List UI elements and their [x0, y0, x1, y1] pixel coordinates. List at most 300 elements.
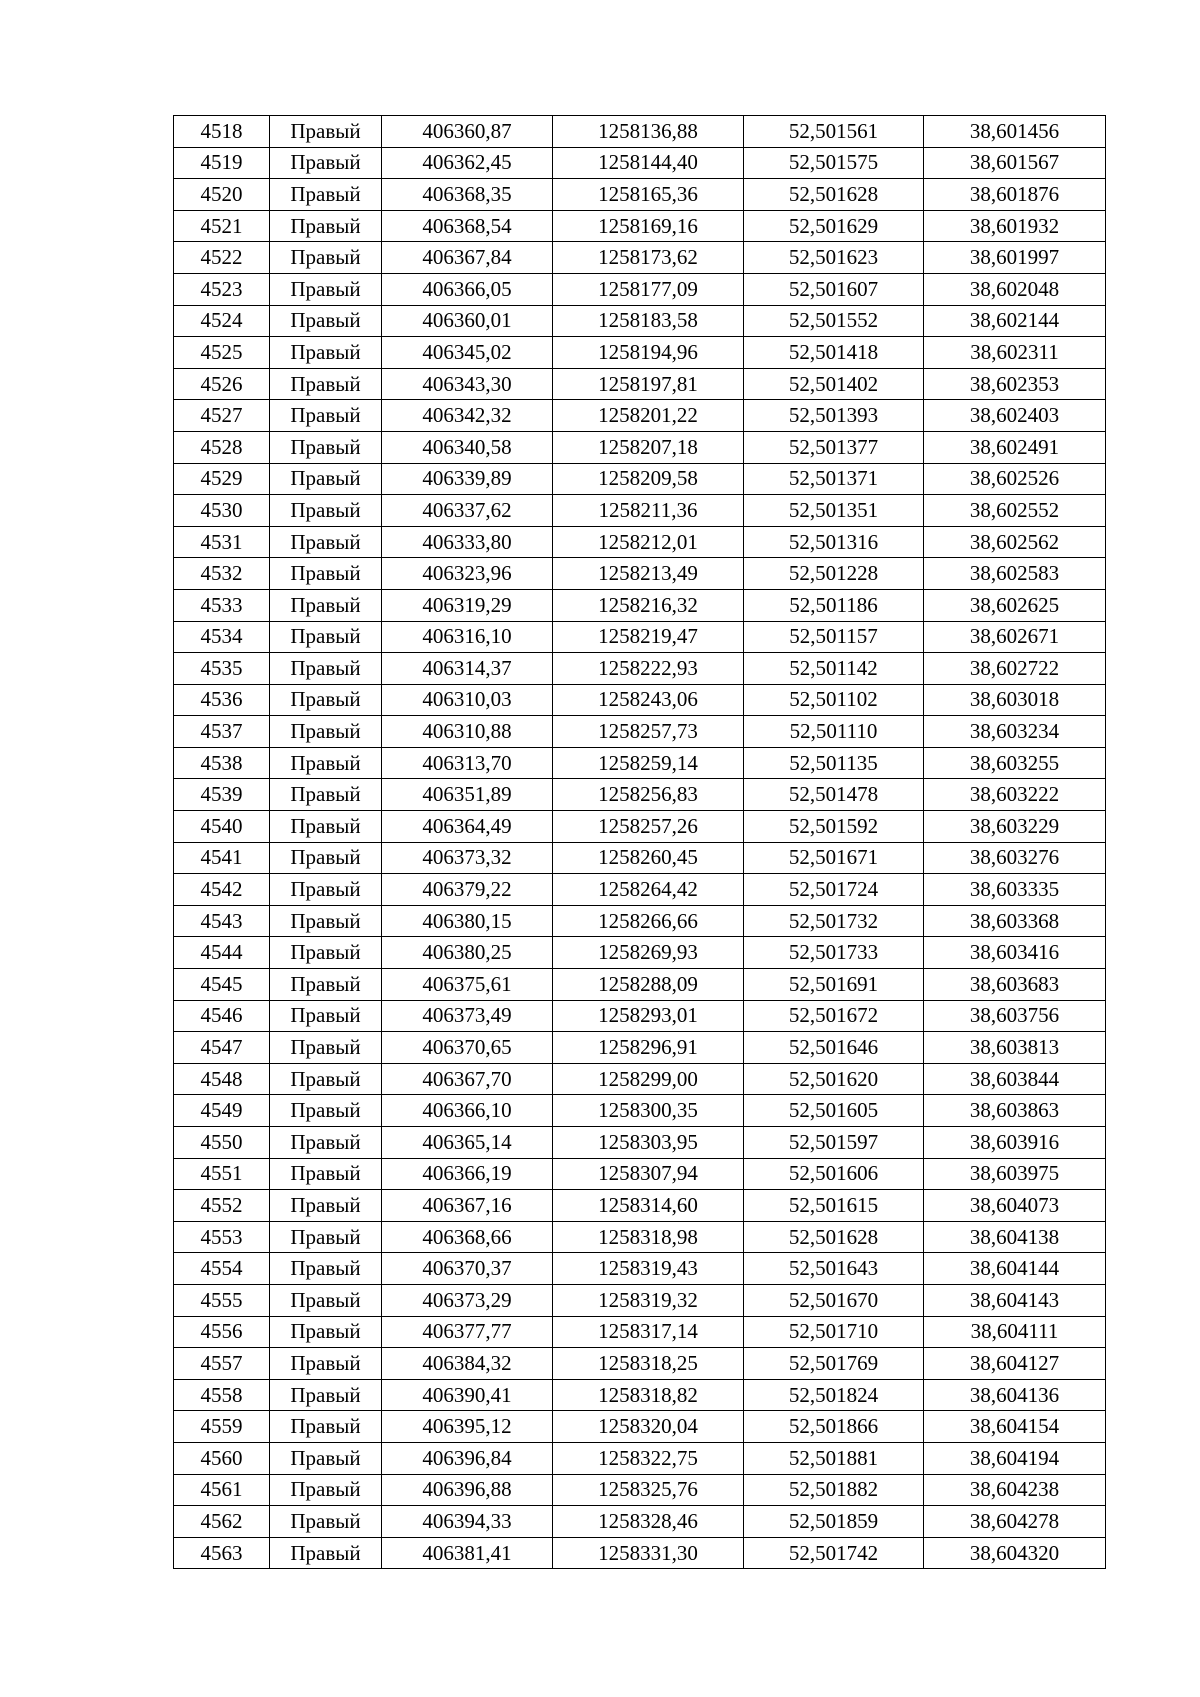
coord-x-cell: 406323,96: [382, 558, 553, 590]
table-row: [174, 1316, 1106, 1348]
point-number-cell: 4554: [174, 1253, 270, 1285]
coord-y-cell: 1258207,18: [553, 431, 744, 463]
point-number-cell: 4550: [174, 1127, 270, 1159]
coord-y-cell: 1258318,82: [553, 1379, 744, 1411]
latitude-cell: 52,501597: [744, 1127, 924, 1159]
coord-y-cell: 1258300,35: [553, 1095, 744, 1127]
table-row: [174, 1411, 1106, 1443]
latitude-cell: 52,501393: [744, 400, 924, 432]
longitude-cell: 38,602552: [924, 495, 1106, 527]
point-number-cell: 4563: [174, 1537, 270, 1569]
latitude-cell: 52,501710: [744, 1316, 924, 1348]
table-row: [174, 1379, 1106, 1411]
coord-x-cell: 406333,80: [382, 526, 553, 558]
point-number-cell: 4558: [174, 1379, 270, 1411]
latitude-cell: 52,501371: [744, 463, 924, 495]
coord-y-cell: 1258201,22: [553, 400, 744, 432]
latitude-cell: 52,501561: [744, 116, 924, 148]
coord-x-cell: 406316,10: [382, 621, 553, 653]
point-number-cell: 4524: [174, 305, 270, 337]
latitude-cell: 52,501824: [744, 1379, 924, 1411]
table-row: [174, 431, 1106, 463]
table-row: [174, 1348, 1106, 1380]
latitude-cell: 52,501102: [744, 684, 924, 716]
coord-x-cell: 406380,15: [382, 905, 553, 937]
point-number-cell: 4521: [174, 210, 270, 242]
coord-y-cell: 1258136,88: [553, 116, 744, 148]
coord-x-cell: 406367,84: [382, 242, 553, 274]
bank-side-cell: Правый: [270, 526, 382, 558]
coord-x-cell: 406343,30: [382, 368, 553, 400]
latitude-cell: 52,501615: [744, 1190, 924, 1222]
point-number-cell: 4534: [174, 621, 270, 653]
bank-side-cell: Правый: [270, 1506, 382, 1538]
coord-x-cell: 406368,54: [382, 210, 553, 242]
point-number-cell: 4547: [174, 1032, 270, 1064]
coord-x-cell: 406367,16: [382, 1190, 553, 1222]
latitude-cell: 52,501670: [744, 1284, 924, 1316]
coord-x-cell: 406337,62: [382, 495, 553, 527]
coordinates-table: [173, 115, 1106, 1569]
longitude-cell: 38,601567: [924, 147, 1106, 179]
table-row: [174, 1000, 1106, 1032]
coord-y-cell: 1258307,94: [553, 1158, 744, 1190]
latitude-cell: 52,501228: [744, 558, 924, 590]
coord-x-cell: 406313,70: [382, 747, 553, 779]
latitude-cell: 52,501110: [744, 716, 924, 748]
latitude-cell: 52,501478: [744, 779, 924, 811]
longitude-cell: 38,603276: [924, 842, 1106, 874]
table-row: [174, 621, 1106, 653]
coord-x-cell: 406377,77: [382, 1316, 553, 1348]
bank-side-cell: Правый: [270, 1095, 382, 1127]
longitude-cell: 38,604138: [924, 1221, 1106, 1253]
point-number-cell: 4537: [174, 716, 270, 748]
latitude-cell: 52,501186: [744, 589, 924, 621]
bank-side-cell: Правый: [270, 147, 382, 179]
coord-y-cell: 1258169,16: [553, 210, 744, 242]
bank-side-cell: Правый: [270, 1032, 382, 1064]
point-number-cell: 4556: [174, 1316, 270, 1348]
latitude-cell: 52,501552: [744, 305, 924, 337]
coord-y-cell: 1258177,09: [553, 273, 744, 305]
table-row: [174, 526, 1106, 558]
coord-y-cell: 1258209,58: [553, 463, 744, 495]
latitude-cell: 52,501418: [744, 337, 924, 369]
table-row: [174, 210, 1106, 242]
longitude-cell: 38,603756: [924, 1000, 1106, 1032]
coord-x-cell: 406390,41: [382, 1379, 553, 1411]
latitude-cell: 52,501157: [744, 621, 924, 653]
table-row: [174, 495, 1106, 527]
latitude-cell: 52,501607: [744, 273, 924, 305]
coord-x-cell: 406366,05: [382, 273, 553, 305]
latitude-cell: 52,501733: [744, 937, 924, 969]
latitude-cell: 52,501620: [744, 1063, 924, 1095]
latitude-cell: 52,501623: [744, 242, 924, 274]
latitude-cell: 52,501377: [744, 431, 924, 463]
longitude-cell: 38,602562: [924, 526, 1106, 558]
point-number-cell: 4541: [174, 842, 270, 874]
coord-y-cell: 1258257,26: [553, 811, 744, 843]
coord-y-cell: 1258194,96: [553, 337, 744, 369]
point-number-cell: 4539: [174, 779, 270, 811]
longitude-cell: 38,604143: [924, 1284, 1106, 1316]
longitude-cell: 38,602403: [924, 400, 1106, 432]
coord-y-cell: 1258260,45: [553, 842, 744, 874]
table-row: [174, 1284, 1106, 1316]
longitude-cell: 38,604073: [924, 1190, 1106, 1222]
bank-side-cell: Правый: [270, 400, 382, 432]
coord-x-cell: 406368,35: [382, 179, 553, 211]
table-row: [174, 1253, 1106, 1285]
coord-x-cell: 406370,37: [382, 1253, 553, 1285]
table-row: [174, 1190, 1106, 1222]
point-number-cell: 4535: [174, 653, 270, 685]
longitude-cell: 38,602583: [924, 558, 1106, 590]
coord-y-cell: 1258319,43: [553, 1253, 744, 1285]
latitude-cell: 52,501866: [744, 1411, 924, 1443]
coord-x-cell: 406360,01: [382, 305, 553, 337]
table-row: [174, 242, 1106, 274]
bank-side-cell: Правый: [270, 495, 382, 527]
bank-side-cell: Правый: [270, 368, 382, 400]
longitude-cell: 38,604144: [924, 1253, 1106, 1285]
coord-y-cell: 1258303,95: [553, 1127, 744, 1159]
coord-x-cell: 406370,65: [382, 1032, 553, 1064]
longitude-cell: 38,603234: [924, 716, 1106, 748]
longitude-cell: 38,603018: [924, 684, 1106, 716]
point-number-cell: 4548: [174, 1063, 270, 1095]
coord-y-cell: 1258259,14: [553, 747, 744, 779]
coord-y-cell: 1258264,42: [553, 874, 744, 906]
bank-side-cell: Правый: [270, 1316, 382, 1348]
bank-side-cell: Правый: [270, 1063, 382, 1095]
table-row: [174, 653, 1106, 685]
coord-y-cell: 1258299,00: [553, 1063, 744, 1095]
longitude-cell: 38,602625: [924, 589, 1106, 621]
coord-y-cell: 1258256,83: [553, 779, 744, 811]
longitude-cell: 38,602491: [924, 431, 1106, 463]
coord-x-cell: 406394,33: [382, 1506, 553, 1538]
bank-side-cell: Правый: [270, 779, 382, 811]
longitude-cell: 38,604127: [924, 1348, 1106, 1380]
coord-y-cell: 1258212,01: [553, 526, 744, 558]
longitude-cell: 38,604278: [924, 1506, 1106, 1538]
point-number-cell: 4561: [174, 1474, 270, 1506]
point-number-cell: 4544: [174, 937, 270, 969]
point-number-cell: 4523: [174, 273, 270, 305]
coord-x-cell: 406381,41: [382, 1537, 553, 1569]
table-row: [174, 1127, 1106, 1159]
coord-x-cell: 406373,49: [382, 1000, 553, 1032]
coord-y-cell: 1258211,36: [553, 495, 744, 527]
longitude-cell: 38,603229: [924, 811, 1106, 843]
bank-side-cell: Правый: [270, 589, 382, 621]
coord-y-cell: 1258288,09: [553, 969, 744, 1001]
longitude-cell: 38,601932: [924, 210, 1106, 242]
table-row: [174, 116, 1106, 148]
longitude-cell: 38,602671: [924, 621, 1106, 653]
longitude-cell: 38,604238: [924, 1474, 1106, 1506]
latitude-cell: 52,501142: [744, 653, 924, 685]
point-number-cell: 4527: [174, 400, 270, 432]
table-row: [174, 147, 1106, 179]
coord-y-cell: 1258314,60: [553, 1190, 744, 1222]
table-row: [174, 273, 1106, 305]
point-number-cell: 4520: [174, 179, 270, 211]
coord-x-cell: 406395,12: [382, 1411, 553, 1443]
latitude-cell: 52,501592: [744, 811, 924, 843]
longitude-cell: 38,603683: [924, 969, 1106, 1001]
bank-side-cell: Правый: [270, 811, 382, 843]
point-number-cell: 4540: [174, 811, 270, 843]
table-row: [174, 811, 1106, 843]
coord-x-cell: 406362,45: [382, 147, 553, 179]
coord-y-cell: 1258317,14: [553, 1316, 744, 1348]
coord-y-cell: 1258296,91: [553, 1032, 744, 1064]
latitude-cell: 52,501646: [744, 1032, 924, 1064]
longitude-cell: 38,604136: [924, 1379, 1106, 1411]
latitude-cell: 52,501606: [744, 1158, 924, 1190]
longitude-cell: 38,601997: [924, 242, 1106, 274]
bank-side-cell: Правый: [270, 842, 382, 874]
coord-y-cell: 1258165,36: [553, 179, 744, 211]
latitude-cell: 52,501691: [744, 969, 924, 1001]
coord-x-cell: 406396,84: [382, 1442, 553, 1474]
point-number-cell: 4560: [174, 1442, 270, 1474]
bank-side-cell: Правый: [270, 1474, 382, 1506]
longitude-cell: 38,604320: [924, 1537, 1106, 1569]
coordinates-table-body: [174, 116, 1106, 1569]
coord-y-cell: 1258197,81: [553, 368, 744, 400]
bank-side-cell: Правый: [270, 179, 382, 211]
point-number-cell: 4551: [174, 1158, 270, 1190]
point-number-cell: 4525: [174, 337, 270, 369]
bank-side-cell: Правый: [270, 242, 382, 274]
coord-y-cell: 1258216,32: [553, 589, 744, 621]
bank-side-cell: Правый: [270, 969, 382, 1001]
latitude-cell: 52,501724: [744, 874, 924, 906]
latitude-cell: 52,501732: [744, 905, 924, 937]
table-row: [174, 747, 1106, 779]
table-row: [174, 779, 1106, 811]
longitude-cell: 38,603416: [924, 937, 1106, 969]
latitude-cell: 52,501859: [744, 1506, 924, 1538]
point-number-cell: 4549: [174, 1095, 270, 1127]
bank-side-cell: Правый: [270, 1158, 382, 1190]
table-row: [174, 1095, 1106, 1127]
coord-x-cell: 406379,22: [382, 874, 553, 906]
coord-y-cell: 1258183,58: [553, 305, 744, 337]
latitude-cell: 52,501769: [744, 1348, 924, 1380]
coord-x-cell: 406375,61: [382, 969, 553, 1001]
coord-x-cell: 406373,32: [382, 842, 553, 874]
bank-side-cell: Правый: [270, 431, 382, 463]
point-number-cell: 4536: [174, 684, 270, 716]
bank-side-cell: Правый: [270, 716, 382, 748]
bank-side-cell: Правый: [270, 1127, 382, 1159]
bank-side-cell: Правый: [270, 905, 382, 937]
bank-side-cell: Правый: [270, 1000, 382, 1032]
table-row: [174, 558, 1106, 590]
bank-side-cell: Правый: [270, 1221, 382, 1253]
coord-x-cell: 406314,37: [382, 653, 553, 685]
coord-x-cell: 406373,29: [382, 1284, 553, 1316]
point-number-cell: 4553: [174, 1221, 270, 1253]
bank-side-cell: Правый: [270, 116, 382, 148]
table-row: [174, 684, 1106, 716]
bank-side-cell: Правый: [270, 558, 382, 590]
table-row: [174, 716, 1106, 748]
latitude-cell: 52,501575: [744, 147, 924, 179]
point-number-cell: 4546: [174, 1000, 270, 1032]
bank-side-cell: Правый: [270, 1253, 382, 1285]
longitude-cell: 38,602353: [924, 368, 1106, 400]
longitude-cell: 38,604111: [924, 1316, 1106, 1348]
coord-y-cell: 1258322,75: [553, 1442, 744, 1474]
coord-y-cell: 1258293,01: [553, 1000, 744, 1032]
coord-x-cell: 406380,25: [382, 937, 553, 969]
longitude-cell: 38,602048: [924, 273, 1106, 305]
coord-y-cell: 1258219,47: [553, 621, 744, 653]
bank-side-cell: Правый: [270, 621, 382, 653]
table-row: [174, 1221, 1106, 1253]
coord-x-cell: 406351,89: [382, 779, 553, 811]
latitude-cell: 52,501351: [744, 495, 924, 527]
coord-x-cell: 406365,14: [382, 1127, 553, 1159]
table-row: [174, 969, 1106, 1001]
latitude-cell: 52,501742: [744, 1537, 924, 1569]
coord-y-cell: 1258318,25: [553, 1348, 744, 1380]
point-number-cell: 4557: [174, 1348, 270, 1380]
bank-side-cell: Правый: [270, 937, 382, 969]
longitude-cell: 38,602526: [924, 463, 1106, 495]
coord-x-cell: 406345,02: [382, 337, 553, 369]
coord-x-cell: 406384,32: [382, 1348, 553, 1380]
bank-side-cell: Правый: [270, 1442, 382, 1474]
bank-side-cell: Правый: [270, 1379, 382, 1411]
latitude-cell: 52,501628: [744, 179, 924, 211]
point-number-cell: 4526: [174, 368, 270, 400]
bank-side-cell: Правый: [270, 1348, 382, 1380]
bank-side-cell: Правый: [270, 653, 382, 685]
coord-x-cell: 406340,58: [382, 431, 553, 463]
coord-x-cell: 406364,49: [382, 811, 553, 843]
coord-y-cell: 1258328,46: [553, 1506, 744, 1538]
coord-y-cell: 1258243,06: [553, 684, 744, 716]
table-row: [174, 905, 1106, 937]
coord-x-cell: 406366,10: [382, 1095, 553, 1127]
longitude-cell: 38,604154: [924, 1411, 1106, 1443]
table-row: [174, 400, 1106, 432]
latitude-cell: 52,501882: [744, 1474, 924, 1506]
latitude-cell: 52,501881: [744, 1442, 924, 1474]
point-number-cell: 4555: [174, 1284, 270, 1316]
table-row: [174, 1442, 1106, 1474]
coord-x-cell: 406360,87: [382, 116, 553, 148]
coord-x-cell: 406367,70: [382, 1063, 553, 1095]
longitude-cell: 38,603916: [924, 1127, 1106, 1159]
coord-y-cell: 1258266,66: [553, 905, 744, 937]
table-row: [174, 1032, 1106, 1064]
longitude-cell: 38,602722: [924, 653, 1106, 685]
table-row: [174, 937, 1106, 969]
table-row: [174, 842, 1106, 874]
latitude-cell: 52,501629: [744, 210, 924, 242]
point-number-cell: 4552: [174, 1190, 270, 1222]
coord-y-cell: 1258319,32: [553, 1284, 744, 1316]
longitude-cell: 38,603863: [924, 1095, 1106, 1127]
point-number-cell: 4528: [174, 431, 270, 463]
longitude-cell: 38,603368: [924, 905, 1106, 937]
coord-y-cell: 1258222,93: [553, 653, 744, 685]
coord-x-cell: 406396,88: [382, 1474, 553, 1506]
table-row: [174, 1474, 1106, 1506]
bank-side-cell: Правый: [270, 684, 382, 716]
table-row: [174, 589, 1106, 621]
bank-side-cell: Правый: [270, 337, 382, 369]
point-number-cell: 4538: [174, 747, 270, 779]
longitude-cell: 38,603255: [924, 747, 1106, 779]
coord-y-cell: 1258173,62: [553, 242, 744, 274]
longitude-cell: 38,604194: [924, 1442, 1106, 1474]
bank-side-cell: Правый: [270, 874, 382, 906]
bank-side-cell: Правый: [270, 463, 382, 495]
table-row: [174, 305, 1106, 337]
coord-x-cell: 406368,66: [382, 1221, 553, 1253]
bank-side-cell: Правый: [270, 747, 382, 779]
point-number-cell: 4522: [174, 242, 270, 274]
longitude-cell: 38,601456: [924, 116, 1106, 148]
coord-y-cell: 1258320,04: [553, 1411, 744, 1443]
bank-side-cell: Правый: [270, 1537, 382, 1569]
table-row: [174, 1158, 1106, 1190]
point-number-cell: 4542: [174, 874, 270, 906]
coord-x-cell: 406366,19: [382, 1158, 553, 1190]
longitude-cell: 38,603335: [924, 874, 1106, 906]
table-row: [174, 1537, 1106, 1569]
latitude-cell: 52,501628: [744, 1221, 924, 1253]
bank-side-cell: Правый: [270, 210, 382, 242]
table-row: [174, 1506, 1106, 1538]
coord-y-cell: 1258325,76: [553, 1474, 744, 1506]
table-row: [174, 874, 1106, 906]
table-row: [174, 463, 1106, 495]
bank-side-cell: Правый: [270, 1411, 382, 1443]
point-number-cell: 4519: [174, 147, 270, 179]
bank-side-cell: Правый: [270, 273, 382, 305]
coord-x-cell: 406310,03: [382, 684, 553, 716]
coord-x-cell: 406342,32: [382, 400, 553, 432]
point-number-cell: 4559: [174, 1411, 270, 1443]
point-number-cell: 4562: [174, 1506, 270, 1538]
longitude-cell: 38,602311: [924, 337, 1106, 369]
point-number-cell: 4530: [174, 495, 270, 527]
latitude-cell: 52,501605: [744, 1095, 924, 1127]
point-number-cell: 4543: [174, 905, 270, 937]
point-number-cell: 4532: [174, 558, 270, 590]
coord-x-cell: 406319,29: [382, 589, 553, 621]
coord-y-cell: 1258331,30: [553, 1537, 744, 1569]
longitude-cell: 38,601876: [924, 179, 1106, 211]
coord-x-cell: 406310,88: [382, 716, 553, 748]
coord-y-cell: 1258269,93: [553, 937, 744, 969]
bank-side-cell: Правый: [270, 1190, 382, 1222]
coord-y-cell: 1258144,40: [553, 147, 744, 179]
table-row: [174, 179, 1106, 211]
point-number-cell: 4533: [174, 589, 270, 621]
